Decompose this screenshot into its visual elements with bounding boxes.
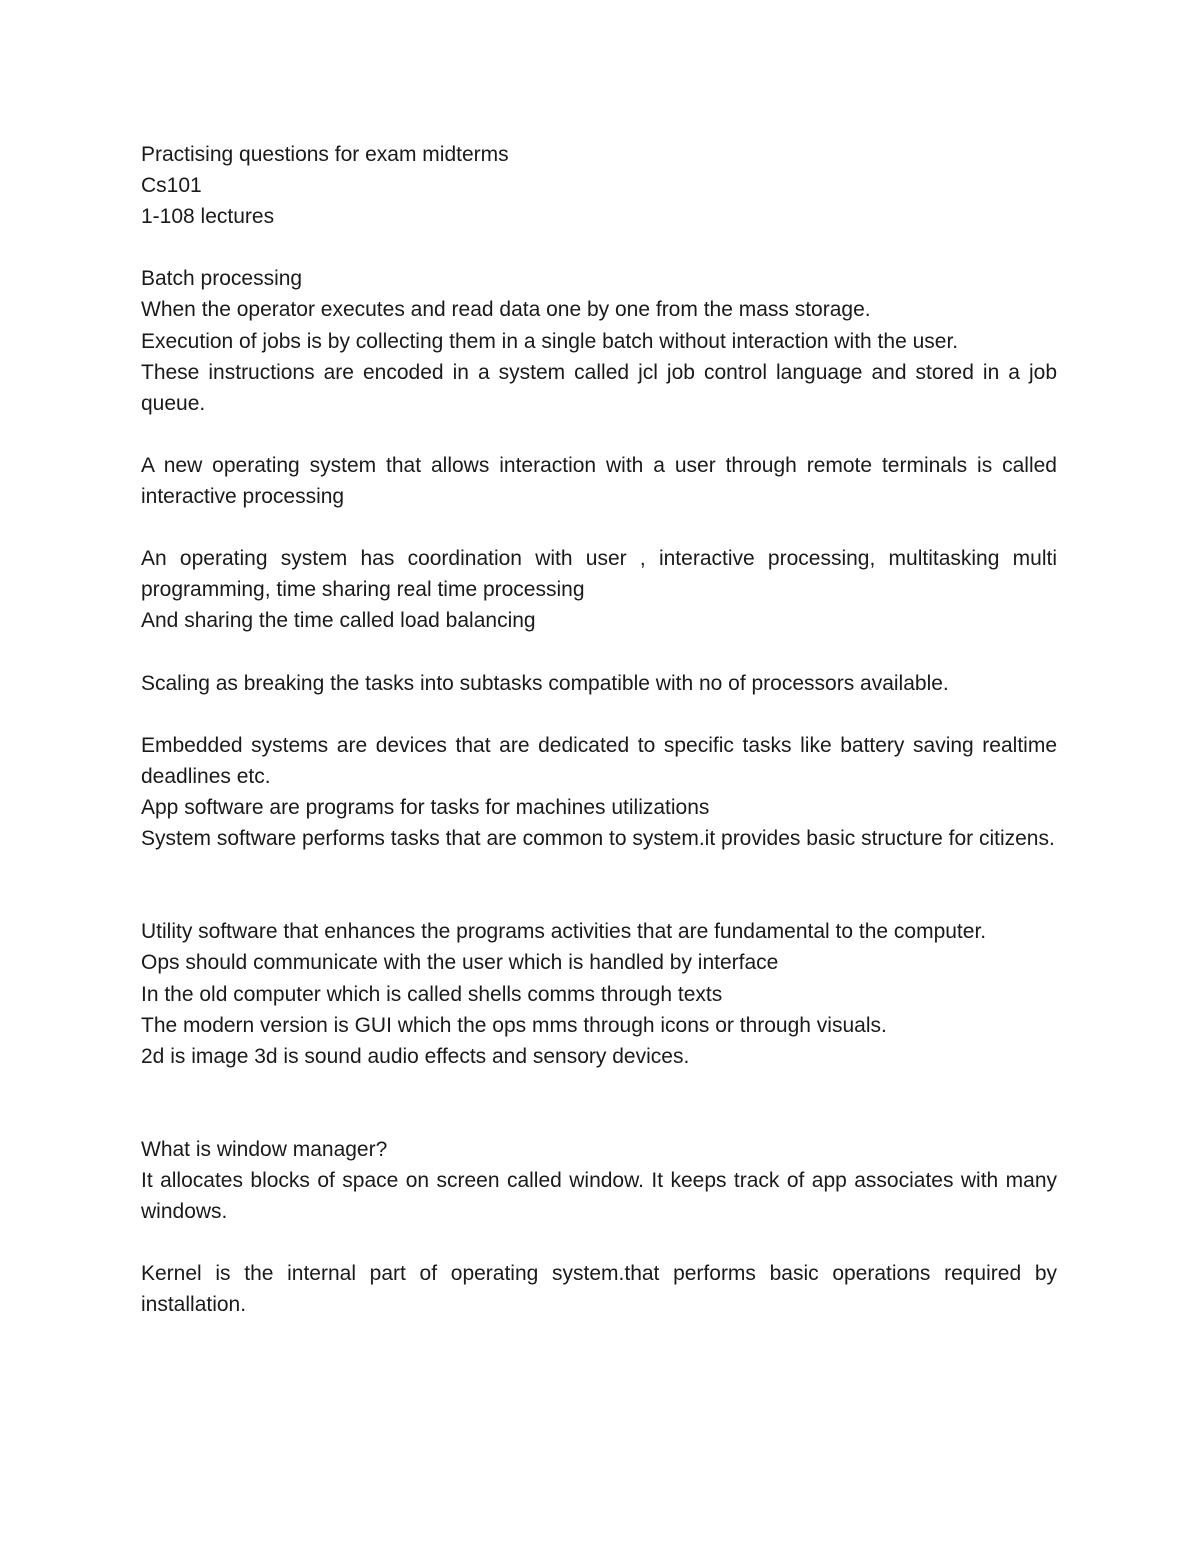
spacer [141, 1227, 1057, 1258]
spacer [141, 512, 1057, 543]
lecture-range: 1-108 lectures [141, 205, 275, 229]
spacer [141, 1072, 1057, 1134]
kernel-paragraph: Kernel is the internal part of operating system.that performs basic operations required by installation. [141, 1262, 1057, 1317]
dimensions-line: 2d is image 3d is sound audio effects and sensory devices. [141, 1044, 690, 1068]
ops-communicate-line: Ops should communicate with the user which is handled by interface [141, 951, 779, 975]
spacer [141, 854, 1057, 916]
batch-line-2: Execution of jobs is by collecting them in a single batch without interaction with the user. [141, 329, 959, 353]
window-manager-question: What is window manager? [141, 1138, 388, 1161]
batch-heading: Batch processing [141, 267, 303, 291]
system-software-paragraph: System software performs tasks that are common to system.it provides basic structure for citizens. [141, 827, 1055, 851]
batch-line-1: When the operator executes and read data one by one from the mass storage. [141, 298, 871, 322]
window-manager-paragraph: It allocates blocks of space on screen called window. It keeps track of app associates with many windows. [141, 1169, 1057, 1224]
interactive-paragraph: A new operating system that allows interaction with a user through remote terminals is called interactive processing [141, 453, 1057, 509]
spacer [141, 232, 1057, 263]
modern-version-line: The modern version is GUI which the ops mms through icons or through visuals. [141, 1013, 887, 1037]
spacer [141, 699, 1057, 730]
coordination-paragraph: An operating system has coordination with user , interactive processing, multitasking multi programming, time sharing real time processing [141, 547, 1057, 602]
load-balancing-line: And sharing the time called load balancing [141, 609, 536, 633]
spacer [141, 419, 1057, 450]
course-code: Cs101 [141, 174, 202, 198]
batch-paragraph: These instructions are encoded in a system called jcl job control language and stored in a job queue. [141, 360, 1057, 415]
document-title: Practising questions for exam midterms [141, 143, 509, 166]
embedded-paragraph: Embedded systems are devices that are dedicated to specific tasks like battery saving realtime deadlines etc. [141, 733, 1057, 788]
scaling-line: Scaling as breaking the tasks into subtasks compatible with no of processors available. [141, 671, 949, 695]
document-body [141, 139, 1057, 1321]
old-computer-line: In the old computer which is called shells comms through texts [141, 982, 723, 1006]
utility-paragraph: Utility software that enhances the programs activities that are fundamental to the computer. [141, 920, 987, 944]
app-software-line: App software are programs for tasks for machines utilizations [141, 795, 710, 819]
spacer [141, 637, 1057, 668]
